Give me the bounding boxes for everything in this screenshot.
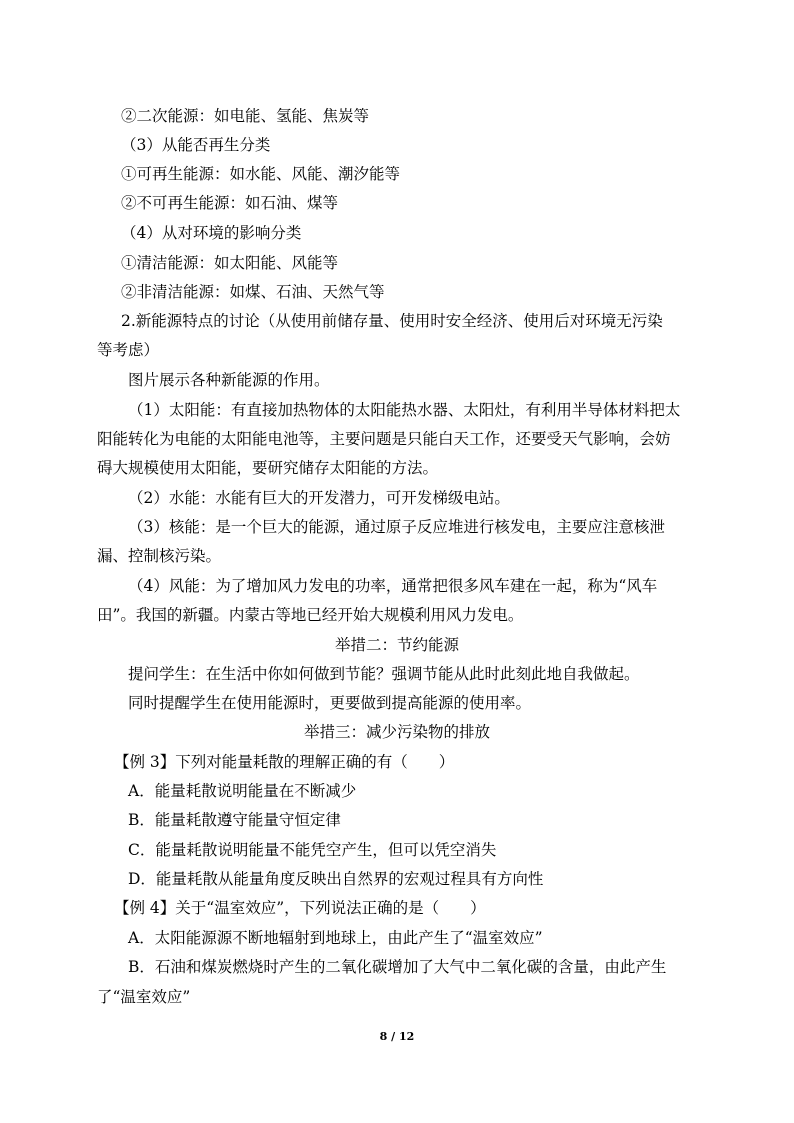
text-line: ②不可再生能源：如石油、煤等 <box>121 194 339 212</box>
text-line: ①清洁能源：如太阳能、风能等 <box>121 254 339 272</box>
text-line: 了“温室效应” <box>97 988 191 1006</box>
text-line: （3）核能：是一个巨大的能源，通过原子反应堆进行核发电，主要应注意核泄 <box>128 518 665 536</box>
text-line: 等考虑） <box>97 341 160 359</box>
example-question: 【例 3】下列对能量耗散的理解正确的有（ ） <box>114 753 455 771</box>
option-a: A．太阳能源源不断地辐射到地球上，由此产生了“温室效应” <box>128 929 543 947</box>
text-line: （4）风能：为了增加风力发电的功率，通常把很多风车建在一起，称为“风车 <box>128 577 658 595</box>
section-heading: 举措二：节约能源 <box>334 636 459 654</box>
text-line: 图片展示各种新能源的作用。 <box>128 371 330 389</box>
text-line: （2）水能：水能有巨大的开发潜力，可开发梯级电站。 <box>128 489 510 507</box>
text-line: 漏、控制核污染。 <box>97 547 222 565</box>
option-a: A．能量耗散说明能量在不断减少 <box>128 782 357 800</box>
text-line: 同时提醒学生在使用能源时，更要做到提高能源的使用率。 <box>128 694 532 712</box>
text-line: 碍大规模使用太阳能，要研究储存太阳能的方法。 <box>97 459 439 477</box>
text-line: （4）从对环境的影响分类 <box>121 224 302 242</box>
text-line: ①可再生能源：如水能、风能、潮汐能等 <box>121 165 401 183</box>
page-number: 8 / 12 <box>379 1030 415 1043</box>
text-line: ②非清洁能源：如煤、石油、天然气等 <box>121 283 385 301</box>
text-line: （3）从能否再生分类 <box>121 136 271 154</box>
text-line: ②二次能源：如电能、氢能、焦炭等 <box>121 107 370 125</box>
option-d: D．能量耗散从能量角度反映出自然界的宏观过程具有方向性 <box>128 870 544 888</box>
text-line: 2.新能源特点的讨论（从使用前储存量、使用时安全经济、使用后对环境无污染 <box>121 312 663 330</box>
section-heading: 举措三：减少污染物的排放 <box>303 723 490 741</box>
option-b: B．石油和煤炭燃烧时产生的二氧化碳增加了大气中二氧化碳的含量，由此产生 <box>128 958 667 976</box>
option-c: C．能量耗散说明能量不能凭空产生，但可以凭空消失 <box>128 841 497 859</box>
text-line: （1）太阳能：有直接加热物体的太阳能热水器、太阳灶，有利用半导体材料把太 <box>128 401 681 419</box>
example-question: 【例 4】关于“温室效应”，下列说法正确的是（ ） <box>114 899 486 917</box>
option-b: B．能量耗散遵守能量守恒定律 <box>128 811 341 829</box>
text-line: 阳能转化为电能的太阳能电池等，主要问题是只能白天工作，还要受天气影响，会妨 <box>97 430 671 448</box>
text-line: 提问学生：在生活中你如何做到节能？强调节能从此时此刻此地自我做起。 <box>128 665 640 683</box>
text-line: 田”。我国的新疆。内蒙古等地已经开始大规模利用风力发电。 <box>97 606 524 624</box>
